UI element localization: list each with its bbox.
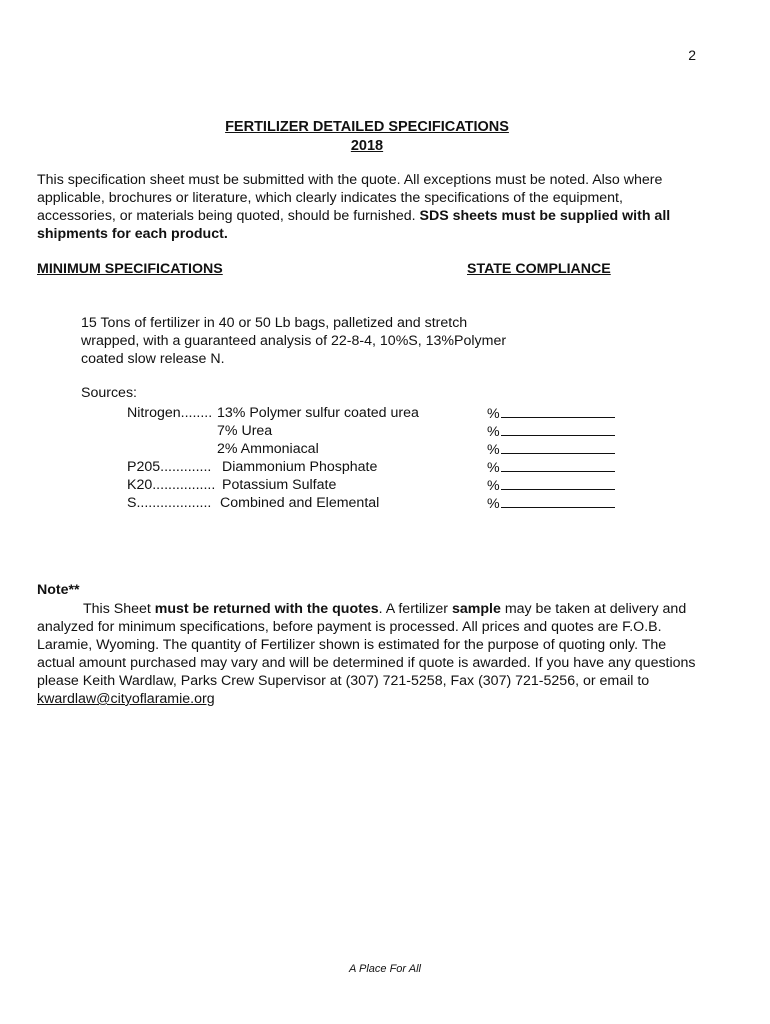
percent-sign: % bbox=[487, 460, 500, 476]
source-row bbox=[0, 494, 770, 512]
percent-sign: % bbox=[487, 496, 500, 512]
fill-in-line[interactable] bbox=[501, 440, 615, 454]
source-label: S................... bbox=[127, 495, 212, 511]
source-label: Nitrogen........ bbox=[127, 405, 213, 421]
note-bold-text: must be returned with the quotes bbox=[154, 601, 379, 617]
source-row bbox=[0, 440, 770, 458]
source-value: 13% Polymer sulfur coated urea bbox=[217, 405, 419, 421]
email-link[interactable]: kwardlaw@cityoflaramie.org bbox=[37, 691, 215, 707]
compliance-percent-field[interactable] bbox=[487, 476, 615, 495]
compliance-percent-field[interactable] bbox=[487, 422, 615, 441]
source-value: Combined and Elemental bbox=[220, 495, 380, 511]
spec-description: 15 Tons of fertilizer in 40 or 50 Lb bags, palletized and stretch wrapped, with a guaranteed analysis of 22-8-4, 10%S, 13%Polymer coated slow release N. bbox=[81, 315, 507, 367]
note-paragraph bbox=[37, 600, 702, 708]
fill-in-line[interactable] bbox=[501, 458, 615, 472]
intro-text: This specification sheet must be submitted with the quote. All exceptions must be noted. Also where applicable, brochures or literature, which clearly indicates the specifications of the equipment, accessories, or materials being quoted, should be furnished. bbox=[37, 172, 663, 224]
compliance-percent-field[interactable] bbox=[487, 440, 615, 459]
footer-tagline: A Place For All bbox=[349, 963, 421, 975]
source-label: P205............. bbox=[127, 459, 212, 475]
minimum-specifications-heading: MINIMUM SPECIFICATIONS bbox=[37, 261, 223, 277]
percent-sign: % bbox=[487, 478, 500, 494]
compliance-percent-field[interactable] bbox=[487, 458, 615, 477]
fill-in-line[interactable] bbox=[501, 422, 615, 436]
fill-in-line[interactable] bbox=[501, 476, 615, 490]
source-value: Potassium Sulfate bbox=[222, 477, 337, 493]
page-number: 2 bbox=[688, 47, 696, 63]
fill-in-line[interactable] bbox=[501, 404, 615, 418]
title-line-1: FERTILIZER DETAILED SPECIFICATIONS bbox=[225, 119, 509, 135]
note-heading: Note** bbox=[37, 582, 80, 598]
compliance-percent-field[interactable] bbox=[487, 494, 615, 513]
percent-sign: % bbox=[487, 442, 500, 458]
fill-in-line[interactable] bbox=[501, 494, 615, 508]
note-text: may be taken at delivery and analyzed for minimum specifications, before payment is processed. All prices and quotes are F.O.B. Laramie, Wyoming. The quantity of Fertilizer shown is estimated for the purpose of quoting only. The actual amount purchased may vary and will be determined if quote is awarded. If you have any questions please Keith Wardlaw, Parks Crew Supervisor at (307) 721-5258, Fax (307) 721-5256, or email to bbox=[37, 601, 696, 689]
source-value: Diammonium Phosphate bbox=[222, 459, 378, 475]
source-label: K20................ bbox=[127, 477, 216, 493]
state-compliance-heading: STATE COMPLIANCE bbox=[467, 261, 611, 277]
source-value: 7% Urea bbox=[217, 423, 273, 439]
source-row bbox=[0, 476, 770, 494]
title-line-2: 2018 bbox=[350, 138, 384, 154]
note-text: This Sheet bbox=[83, 601, 155, 617]
percent-sign: % bbox=[487, 424, 500, 440]
source-row bbox=[0, 422, 770, 440]
intro-bold-text: SDS sheets must be supplied with all shipments for each product. bbox=[37, 208, 671, 242]
source-row bbox=[0, 458, 770, 476]
source-value: 2% Ammoniacal bbox=[217, 441, 319, 457]
compliance-percent-field[interactable] bbox=[487, 404, 615, 423]
document-title bbox=[0, 118, 770, 156]
source-row bbox=[0, 404, 770, 422]
intro-paragraph bbox=[37, 171, 697, 243]
sources-label: Sources: bbox=[81, 385, 137, 401]
percent-sign: % bbox=[487, 406, 500, 422]
note-text: . A fertilizer bbox=[378, 601, 452, 617]
note-bold-text: sample bbox=[451, 601, 501, 617]
